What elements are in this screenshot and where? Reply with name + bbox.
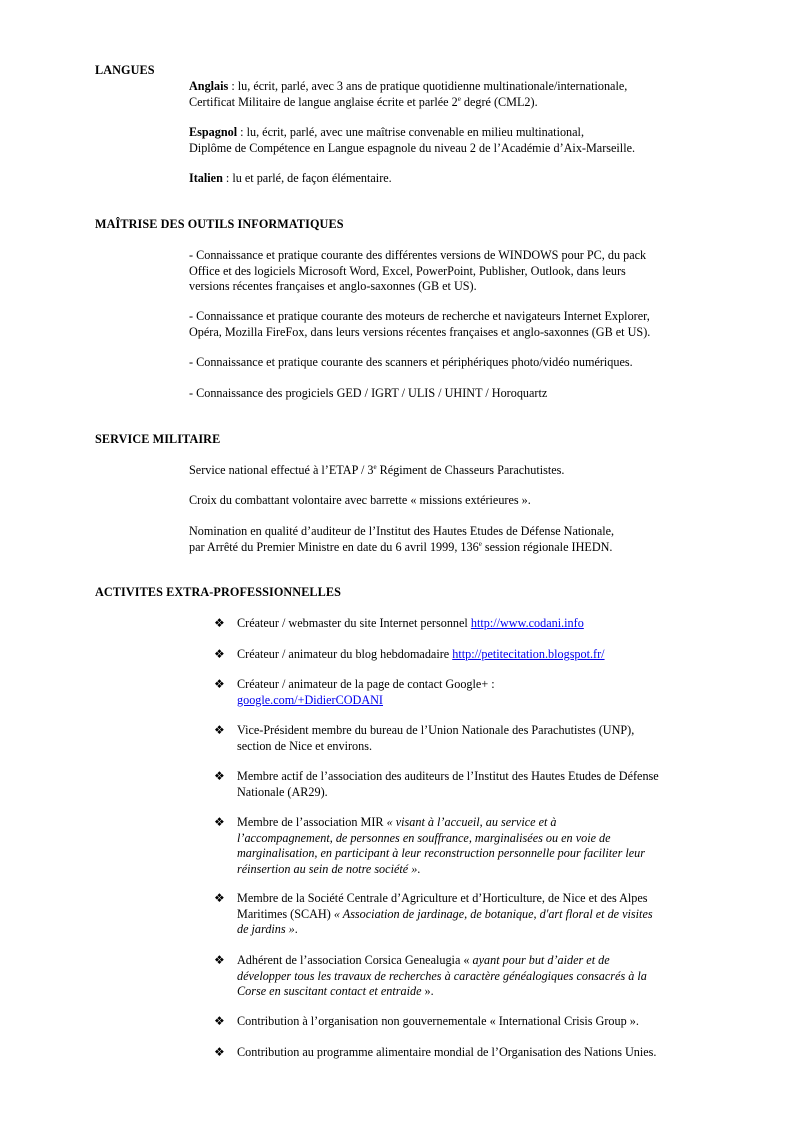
heading-langues: LANGUES <box>95 63 155 77</box>
langues-anglais <box>189 79 749 110</box>
b6-italic-1: « visant à l’accueil, au service et à <box>386 815 557 829</box>
anglais-label: Anglais <box>189 79 229 93</box>
anglais-line2: Certificat Militaire de langue anglaise écrite et parlée 2 <box>189 94 458 109</box>
info-p1-line3: versions récentes françaises et anglo-saxonnes (GB et US). <box>189 279 477 294</box>
b8-italic-3: Corse en suscitant contact et entraide <box>237 984 422 999</box>
b6-end: . <box>417 861 421 876</box>
info-p1-line1: - Connaissance et pratique courante des différentes versions de WINDOWS pour PC, du pack <box>189 248 647 262</box>
diamond-bullet-icon: ❖ <box>214 815 225 829</box>
militaire-p3-line2: par Arrêté du Premier Ministre en date du 6 avril 1999, 136 <box>189 539 479 554</box>
b5-line1: Membre actif de l’association des auditeurs de l’Institut des Hautes Etudes de Défense <box>237 769 659 783</box>
espagnol-text: : lu, écrit, parlé, avec une maîtrise convenable en milieu multinational, <box>237 125 584 139</box>
militaire-p3 <box>189 524 749 555</box>
diamond-bullet-icon: ❖ <box>214 647 225 661</box>
b3-text: Créateur / animateur de la page de contact Google+ : <box>237 677 495 691</box>
b8-lead: Adhérent de l’association Corsica Genealugia « <box>237 953 473 967</box>
diamond-bullet-icon: ❖ <box>214 616 225 630</box>
b9-text: Contribution à l’organisation non gouvernementale « International Crisis Group ». <box>237 1014 639 1028</box>
superscript: e <box>457 94 461 103</box>
militaire-p1-text: Service national effectué à l’ETAP / 3 <box>189 463 374 477</box>
militaire-p2-text: Croix du combattant volontaire avec barrette « missions extérieures ». <box>189 493 531 507</box>
diamond-bullet-icon: ❖ <box>214 1045 225 1059</box>
espagnol-label: Espagnol <box>189 125 238 139</box>
b4-line1: Vice-Président membre du bureau de l’Union Nationale des Parachutistes (UNP), <box>237 723 635 737</box>
militaire-p1 <box>189 463 749 479</box>
b7-end: . <box>294 922 298 937</box>
informatique-p4 <box>189 386 749 402</box>
militaire-p3-line2-end: session régionale IHEDN. <box>481 539 613 554</box>
b8-italic-1: ayant pour but d’aider et de <box>472 953 610 967</box>
militaire-p3-line1: Nomination en qualité d’auditeur de l’Institut des Hautes Etudes de Défense Nationale, <box>189 524 615 538</box>
b6-lead: Membre de l’association MIR <box>237 815 387 829</box>
b7-line1: Membre de la Société Centrale d’Agriculture et d’Horticulture, de Nice et des Alpes <box>237 891 648 905</box>
diamond-bullet-icon: ❖ <box>214 769 225 783</box>
b6-italic-4: réinsertion au sein de notre société » <box>237 861 418 876</box>
info-p3: - Connaissance et pratique courante des scanners et périphériques photo/vidéo numériques. <box>189 355 633 369</box>
heading-service-militaire: SERVICE MILITAIRE <box>95 432 221 446</box>
langues-italien <box>189 171 749 187</box>
informatique-p3 <box>189 355 749 371</box>
b4-line2: section de Nice et environs. <box>237 738 373 753</box>
b6-italic-3: marginalisation, en participant à leur reconstruction personnelle pour faciliter leur <box>237 846 646 861</box>
diamond-bullet-icon: ❖ <box>214 723 225 737</box>
militaire-p2 <box>189 493 749 509</box>
b1-text: Créateur / webmaster du site Internet personnel <box>237 616 471 630</box>
superscript: e <box>478 539 482 548</box>
b5-line2: Nationale (AR29). <box>237 784 328 799</box>
info-p4: - Connaissance des progiciels GED / IGRT / ULIS / UHINT / Horoquartz <box>189 386 548 400</box>
informatique-p2 <box>189 309 749 340</box>
anglais-text: : lu, écrit, parlé, avec 3 ans de pratique quotidienne multinationale/internationale, <box>228 79 628 93</box>
b6-italic-2: l’accompagnement, de personnes en souffrance, marginalisées ou en voie de <box>237 830 611 845</box>
diamond-bullet-icon: ❖ <box>214 1014 225 1028</box>
superscript: e <box>373 463 377 471</box>
italien-text: : lu et parlé, de façon élémentaire. <box>222 171 392 185</box>
diamond-bullet-icon: ❖ <box>214 953 225 967</box>
codani-website-link[interactable]: http://www.codani.info <box>470 616 584 630</box>
informatique-p1 <box>189 248 749 295</box>
italien-label: Italien <box>189 171 223 185</box>
diamond-bullet-icon: ❖ <box>214 891 225 905</box>
heading-informatique: MAÎTRISE DES OUTILS INFORMATIQUES <box>95 217 344 231</box>
b7-line3-italic: de jardins » <box>237 922 295 937</box>
espagnol-line2: Diplôme de Compétence en Langue espagnole du niveau 2 de l’Académie d’Aix-Marseille. <box>189 140 636 155</box>
b7-line2-italic: « Association de jardinage, de botanique, d'art floral et de visites <box>333 906 653 921</box>
blog-link[interactable]: http://petitecitation.blogspot.fr/ <box>452 647 605 661</box>
b8-italic-2: développer tous les travaux de recherches à caractère généalogiques consacrés à la <box>237 968 647 983</box>
heading-activites: ACTIVITES EXTRA-PROFESSIONNELLES <box>95 585 341 599</box>
b2-text: Créateur / animateur du blog hebdomadaire <box>237 647 453 661</box>
b10-text: Contribution au programme alimentaire mondial de l’Organisation des Nations Unies. <box>237 1045 657 1059</box>
militaire-p1-end: Régiment de Chasseurs Parachutistes. <box>376 463 565 477</box>
b7-line2: Maritimes (SCAH) <box>237 906 334 921</box>
info-p1-line2: Office et des logiciels Microsoft Word, Excel, PowerPoint, Publisher, Outlook, dans leurs <box>189 263 626 278</box>
info-p2-line2: Opéra, Mozilla FireFox, dans leurs versions récentes françaises et anglo-saxonnes (GB et US). <box>189 324 651 339</box>
anglais-line2-end: degré (CML2). <box>460 94 538 109</box>
diamond-bullet-icon: ❖ <box>214 677 225 691</box>
langues-espagnol <box>189 125 749 156</box>
google-plus-link[interactable]: google.com/+DidierCODANI <box>237 692 383 707</box>
info-p2-line1: - Connaissance et pratique courante des moteurs de recherche et navigateurs Internet Explorer, <box>189 309 650 323</box>
b8-end: ». <box>421 984 434 999</box>
